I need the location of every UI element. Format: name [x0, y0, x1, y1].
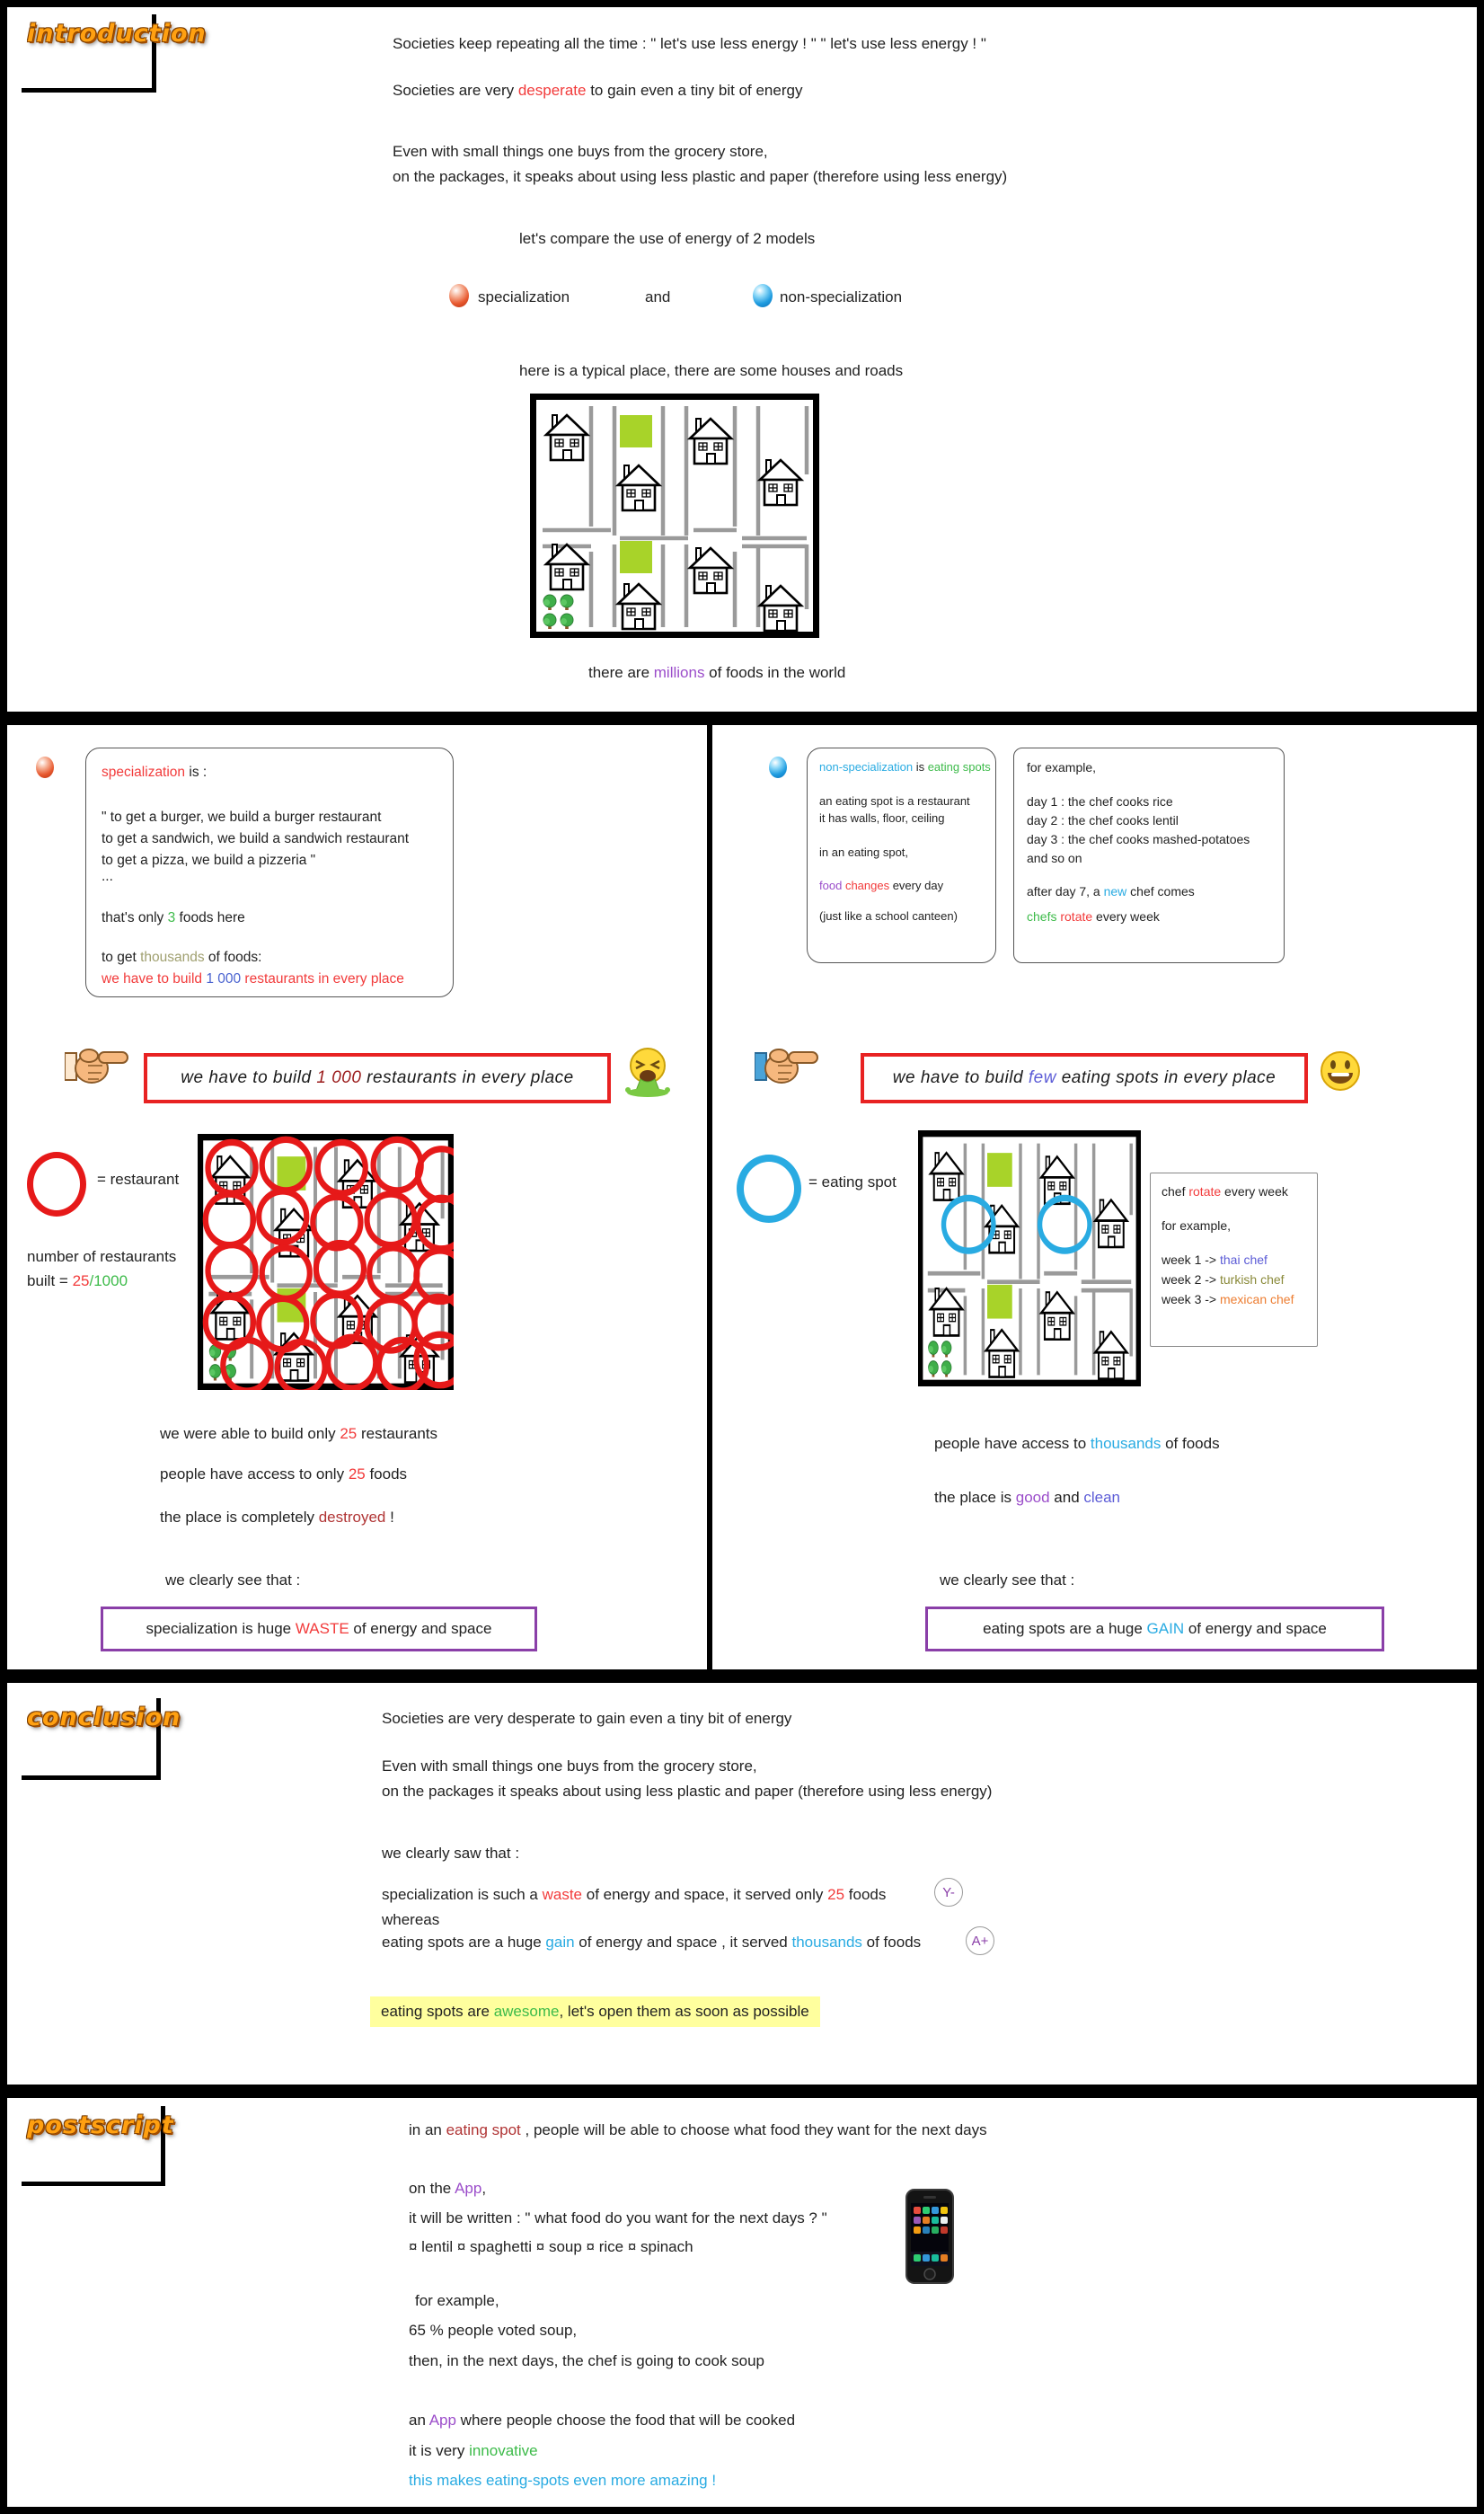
pointing-hand-icon: [65, 1035, 129, 1089]
left-verdict-box: [101, 1607, 537, 1651]
example-chefs-rotate: chefs rotate every week: [1027, 909, 1160, 924]
spec-box-quote-3: to get a pizza, we build a pizzeria ": [102, 853, 316, 868]
chefbox-week-3: week 3 -> mexican chef: [1162, 1292, 1294, 1306]
postscript-line-2: on the App,: [409, 2180, 487, 2197]
intro-place-line: here is a typical place, there are some houses and roads: [519, 362, 904, 379]
postscript-line-10: this makes eating-spots even more amazing !: [409, 2472, 717, 2489]
right-banner-text: we have to build few eating spots in every place: [892, 1068, 1276, 1087]
postscript-line-6: 65 % people voted soup,: [409, 2322, 578, 2339]
good-grade-badge: A+: [966, 1926, 994, 1955]
example-day-3: day 3 : the chef cooks mashed-potatoes: [1027, 832, 1250, 846]
non-specialization-ball-icon: [769, 757, 787, 778]
postscript-badge-frame: [22, 2106, 174, 2186]
non-specialization-ball-icon: [753, 284, 773, 307]
spec-box-quote-2: to get a sandwich, we build a sandwich restaurant: [102, 831, 410, 846]
specialization-ball-icon: [449, 284, 469, 307]
nonspec-box-line-3: in an eating spot,: [819, 845, 909, 859]
nonspec-box-title: non-specialization is eating spots: [819, 760, 991, 774]
column-divider: [707, 712, 712, 1683]
left-note-3: the place is completely destroyed !: [160, 1509, 394, 1526]
spec-box-only-line: that's only 3 foods here: [102, 910, 245, 925]
conclusion-line-3: on the packages it speaks about using less plastic and paper (therefore using less energy): [382, 1783, 993, 1800]
left-verdict-text: specialization is huge WASTE of energy and space: [146, 1620, 492, 1637]
nonspec-box-line-1: an eating spot is a restaurant: [819, 794, 970, 808]
conclusion-line-4: we clearly saw that :: [382, 1845, 520, 1862]
postscript-line-1: in an eating spot , people will be able to choose what food they want for the next days: [409, 2121, 987, 2138]
smartphone-icon: [905, 2189, 954, 2284]
eating-spot-legend: = eating spot: [808, 1173, 897, 1191]
restaurant-circle-icon: [27, 1152, 86, 1217]
restaurant-count-line-2: built = 25/1000: [27, 1272, 128, 1289]
right-see-line: we clearly see that :: [940, 1571, 1075, 1589]
restaurant-legend: = restaurant: [97, 1171, 180, 1188]
eating-spot-circle-icon: [737, 1155, 801, 1223]
example-and-so-on: and so on: [1027, 851, 1082, 865]
conclusion-line-5: specialization is such a waste of energy and space, it served only 25 foods: [382, 1886, 887, 1903]
eating-spots-map: [918, 1130, 1141, 1386]
conclusion-line-7: eating spots are a huge gain of energy and space , it served thousands of foods: [382, 1934, 922, 1951]
conclusion-badge-frame: [22, 1698, 181, 1780]
intro-line-1: Societies keep repeating all the time : " let's use less energy ! " " let's use less energy ! ": [393, 35, 986, 52]
spec-box-ellipsis: ...: [102, 869, 113, 884]
right-verdict-text: eating spots are a huge GAIN of energy and space: [983, 1620, 1327, 1637]
intro-line-4: on the packages, it speaks about using less plastic and paper (therefore using less energy): [393, 168, 1008, 185]
postscript-food-options: ¤ lentil ¤ spaghetti ¤ soup ¤ rice ¤ spinach: [409, 2238, 693, 2255]
postscript-line-7: then, in the next days, the chef is going to cook soup: [409, 2352, 764, 2369]
section-divider: [0, 712, 1484, 725]
nonspec-box-line-5: (just like a school canteen): [819, 909, 958, 923]
specialization-map: [198, 1134, 454, 1390]
chefbox-title: chef rotate every week: [1162, 1184, 1288, 1199]
nonspec-box-line-2: it has walls, floor, ceiling: [819, 811, 945, 825]
spec-box-toget-line: to get thousands of foods:: [102, 950, 262, 965]
conclusion-line-2: Even with small things one buys from the grocery store,: [382, 1757, 757, 1775]
right-verdict-box: [925, 1607, 1384, 1651]
restaurant-count-line-1: number of restaurants: [27, 1248, 177, 1265]
postscript-line-5: for example,: [415, 2292, 499, 2309]
intro-line-2: Societies are very desperate to gain even a tiny bit of energy: [393, 82, 803, 99]
introduction-badge: introduction: [27, 20, 207, 48]
postscript-line-8: an App where people choose the food that will be cooked: [409, 2412, 796, 2429]
conclusion-highlight: eating spots are awesome, let's open them as soon as possible: [370, 1996, 820, 2027]
intro-line-3: Even with small things one buys from the grocery store,: [393, 143, 768, 160]
example-day-1: day 1 : the chef cooks rice: [1027, 794, 1173, 809]
left-banner-box: [144, 1053, 611, 1103]
conclusion-line-1: Societies are very desperate to gain even a tiny bit of energy: [382, 1710, 792, 1727]
intro-compare-line: let's compare the use of energy of 2 models: [519, 230, 816, 247]
example-new-chef: after day 7, a new chef comes: [1027, 884, 1195, 898]
nonspec-box-line-4: food changes every day: [819, 879, 944, 892]
left-note-1: we were able to build only 25 restaurants: [160, 1425, 438, 1442]
conclusion-line-6: whereas: [382, 1911, 440, 1928]
left-banner-text: we have to build 1 000 restaurants in every place: [181, 1068, 574, 1087]
chefbox-week-1: week 1 -> thai chef: [1162, 1253, 1268, 1267]
postscript-line-3: it will be written : " what food do you want for the next days ? ": [409, 2209, 827, 2226]
right-note-2: the place is good and clean: [934, 1489, 1121, 1506]
chefbox-week-2: week 2 -> turkish chef: [1162, 1272, 1285, 1287]
left-see-line: we clearly see that :: [165, 1571, 301, 1589]
intro-caption: there are millions of foods in the world: [588, 664, 846, 681]
left-note-2: people have access to only 25 foods: [160, 1465, 408, 1483]
pointing-hand-icon: [755, 1035, 819, 1089]
model2-label: non-specialization: [780, 288, 903, 305]
specialization-ball-icon: [36, 757, 54, 778]
and-label: and: [645, 288, 671, 305]
postscript-line-9: it is very innovative: [409, 2442, 538, 2459]
postscript-badge: postscript: [27, 2111, 174, 2139]
chefbox-for-example: for example,: [1162, 1218, 1232, 1233]
neighborhood-map: [530, 394, 819, 638]
example-box-title: for example,: [1027, 760, 1097, 775]
vomiting-face-icon: [624, 1046, 671, 1098]
example-day-2: day 2 : the chef cooks lentil: [1027, 813, 1179, 828]
spec-box-title: specialization is :: [102, 765, 208, 780]
section-divider: [0, 2085, 1484, 2098]
spec-box-quote-1: " to get a burger, we build a burger restaurant: [102, 810, 382, 825]
right-note-1: people have access to thousands of foods: [934, 1435, 1220, 1452]
section-divider: [0, 1669, 1484, 1683]
conclusion-badge: conclusion: [27, 1704, 181, 1731]
model1-label: specialization: [478, 288, 570, 305]
right-banner-box: [861, 1053, 1308, 1103]
smiley-face-icon: [1319, 1049, 1362, 1093]
introduction-badge-frame: [22, 14, 207, 93]
spec-box-build-line: we have to build 1 000 restaurants in every place: [102, 971, 404, 987]
bad-grade-badge: Y-: [934, 1878, 963, 1907]
